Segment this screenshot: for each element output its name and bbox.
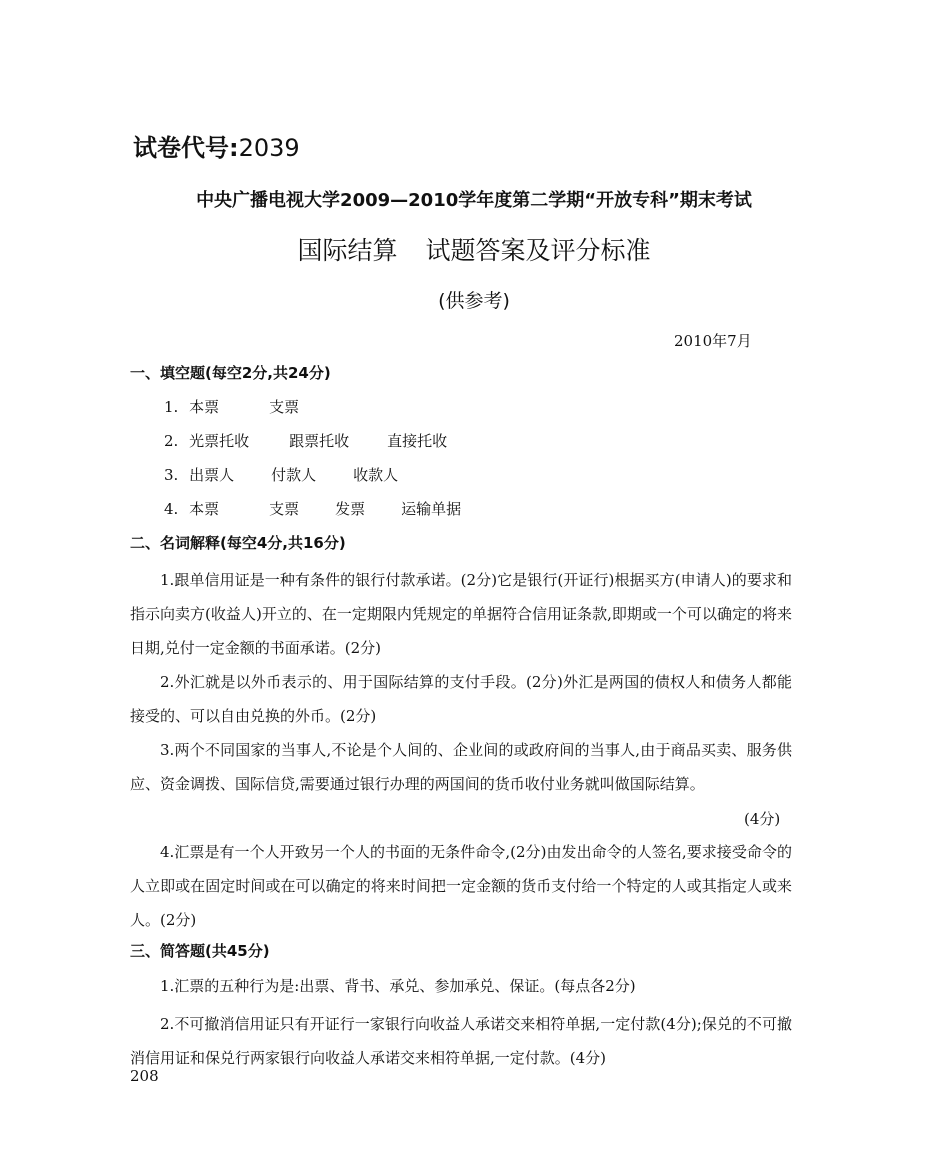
answer-number: 3. <box>164 466 179 484</box>
answer-text: 跟票托收 <box>289 432 350 450</box>
answer-text: 发票 <box>335 500 366 518</box>
short-answer-text: 2.不可撤消信用证只有开证行一家银行向收益人承诺交来相符单据,一定付款(4分);保兑的不可撤消信用证和保兑行两家银行向收益人承诺交来相符单据,一定付款。(4分) <box>130 1015 792 1067</box>
answer-text: 本票 <box>189 398 220 416</box>
subject-name: 国际结算 <box>297 236 398 265</box>
answer-text: 本票 <box>189 500 220 518</box>
section-heading-short-answer: 三、简答题(共45分) <box>130 942 270 960</box>
document-subtitle: 试题答案及评分标准 <box>425 236 651 265</box>
definition-text: 3.两个不同国家的当事人,不论是个人间的、企业间的或政府间的当事人,由于商品买卖、服务供应、资金调拨、国际信贷,需要通过银行办理的两国间的货币收付业务就叫做国际结算。 <box>130 741 792 793</box>
answer-text: 运输单据 <box>401 500 462 518</box>
document-title <box>0 231 948 267</box>
page-number: 208 <box>130 1067 159 1085</box>
paper-code-label: 试卷代号: <box>133 134 239 162</box>
answer-text: 直接托收 <box>387 432 448 450</box>
definition-text: 2.外汇就是以外币表示的、用于国际结算的支付手段。(2分)外汇是两国的债权人和债务人都能接受的、可以自由兑换的外币。(2分) <box>130 673 792 725</box>
fill-answer-row <box>164 498 461 519</box>
fill-answer-row <box>164 464 398 485</box>
short-answer <box>130 1007 792 1075</box>
score-note: (4分) <box>744 810 781 828</box>
section-heading-fill-in: 一、填空题(每空2分,共24分) <box>130 364 331 382</box>
answer-text: 出票人 <box>189 466 235 484</box>
paper-code <box>133 128 300 163</box>
short-answer-text: 1.汇票的五种行为是:出票、背书、承兑、参加承兑、保证。(每点各2分) <box>160 977 636 995</box>
definition-answer <box>130 665 792 733</box>
definition-answer <box>130 835 792 937</box>
answer-text: 付款人 <box>271 466 317 484</box>
exam-date: 2010年7月 <box>674 332 752 350</box>
answer-text: 收款人 <box>353 466 399 484</box>
answer-text: 光票托收 <box>189 432 250 450</box>
section-heading-definitions: 二、名词解释(每空4分,共16分) <box>130 534 346 552</box>
short-answer <box>130 969 792 1003</box>
paper-code-number: 2039 <box>238 134 300 162</box>
answer-number: 2. <box>164 432 179 450</box>
definition-answer <box>130 563 792 665</box>
definition-text: 4.汇票是有一个人开致另一个人的书面的无条件命令,(2分)由发出命令的人签名,要求接受命令的人立即或在固定时间或在可以确定的将来时间把一定金额的货币支付给一个特定的人或其指定人或来人。(2分) <box>130 843 792 929</box>
reference-note: (供参考) <box>438 290 510 312</box>
definition-answer <box>130 733 792 801</box>
definition-text: 1.跟单信用证是一种有条件的银行付款承诺。(2分)它是银行(开证行)根据买方(申请人)的要求和指示向卖方(收益人)开立的、在一定期限内凭规定的单据符合信用证条款,即期或一个可以确定的将来日期,兑付一定金额的书面承诺。(2分) <box>130 571 792 657</box>
answer-number: 1. <box>164 398 179 416</box>
fill-answer-row <box>164 430 447 451</box>
fill-answer-row <box>164 396 299 417</box>
answer-text: 支票 <box>269 500 300 518</box>
exam-title: 中央广播电视大学2009—2010学年度第二学期“开放专科”期末考试 <box>196 190 752 211</box>
answer-number: 4. <box>164 500 179 518</box>
answer-text: 支票 <box>269 398 300 416</box>
